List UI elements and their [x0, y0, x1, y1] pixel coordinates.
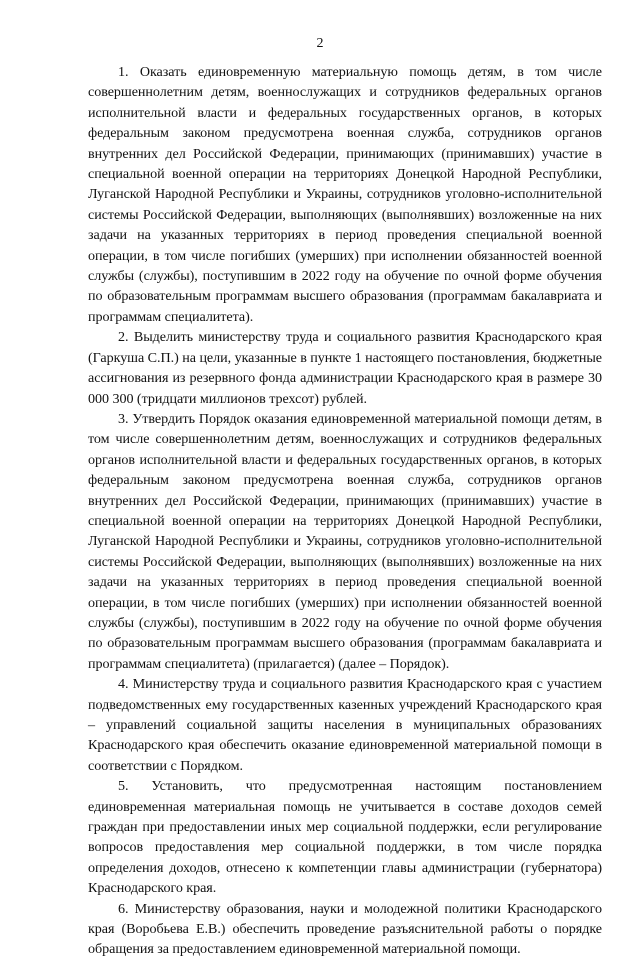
paragraph-2: 2. Выделить министерству труда и социального развития Краснодарского края (Гаркуша С.П.) на цели, указанные в пункте 1 настоящего постановления, бюджетные ассигнования из резервного фонда администрации Краснодарского края в размере 30 000 300 (тридцати миллионов трехсот) рублей.	[88, 329, 602, 407]
paragraph-4: 4. Министерству труда и социального развития Краснодарского края с участием подведомственных ему государственных казенных учреждений Краснодарского края – управлений социальной защиты населения в муниципальных образованиях Краснодарского края обеспечить оказание единовременной материальной помощи в соответствии с Порядком.	[88, 676, 602, 774]
page-number: 2	[316, 36, 324, 51]
paragraph-3: 3. Утвердить Порядок оказания единовременной материальной помощи детям, в том числе совершеннолетним детям, военнослужащих и сотрудников федеральных органов исполнительной власти и федеральных государственных органов, в которых федеральным законом предусмотрена военная служба, сотрудников органов внутренних дел Российской Федерации, принимающих (принимавших) участие в специальной военной операции на территориях Донецкой Народной Республики, Луганской Народной Республики и Украины, сотрудников уголовно-исполнительной системы Российской Федерации, выполняющих (выполнявших) возложенные на них задачи на указанных территориях в период проведения специальной военной операции, в том числе погибших (умерших) при исполнении обязанностей военной службы (службы), поступившим в 2022 году на обучение по очной форме обучения по образовательным программам высшего образования (программам бакалавриата и программам специалитета) (прилагается) (далее – Порядок).	[88, 410, 602, 672]
paragraph-6: 6. Министерству образования, науки и молодежной политики Краснодарского края (Воробьева Е.В.) обеспечить проведение разъяснительной работы о порядке обращения за предоставлением единовременной материальной помощи.	[88, 900, 602, 958]
document-body	[88, 62, 602, 960]
paragraph-1: 1. Оказать единовременную материальную помощь детям, в том числе совершеннолетним детям, военнослужащих и сотрудников федеральных органов исполнительной власти и федеральных государственных органов, в которых федеральным законом предусмотрена военная служба, сотрудников органов внутренних дел Российской Федерации, принимающих (принимавших) участие в специальной военной операции на территориях Донецкой Народной Республики, Луганской Народной Республики и Украины, сотрудников уголовно-исполнительной системы Российской Федерации, выполняющих (выполнявших) возложенные на них задачи на указанных территориях в период проведения специальной военной операции, в том числе погибших (умерших) при исполнении обязанностей военной службы (службы), поступившим в 2022 году на обучение по очной форме обучения по образовательным программам высшего образования (программам бакалавриата и программам специалитета).	[88, 64, 602, 325]
paragraph-5: 5. Установить, что предусмотренная настоящим постановлением единовременная материальная помощь не учитывается в составе доходов семей граждан при предоставлении иных мер социальной поддержки, если регулирование вопросов предоставления мер социальной поддержки, в том числе порядка определения доходов, отнесено к компетенции главы администрации (губернатора) Краснодарского края.	[88, 778, 602, 897]
